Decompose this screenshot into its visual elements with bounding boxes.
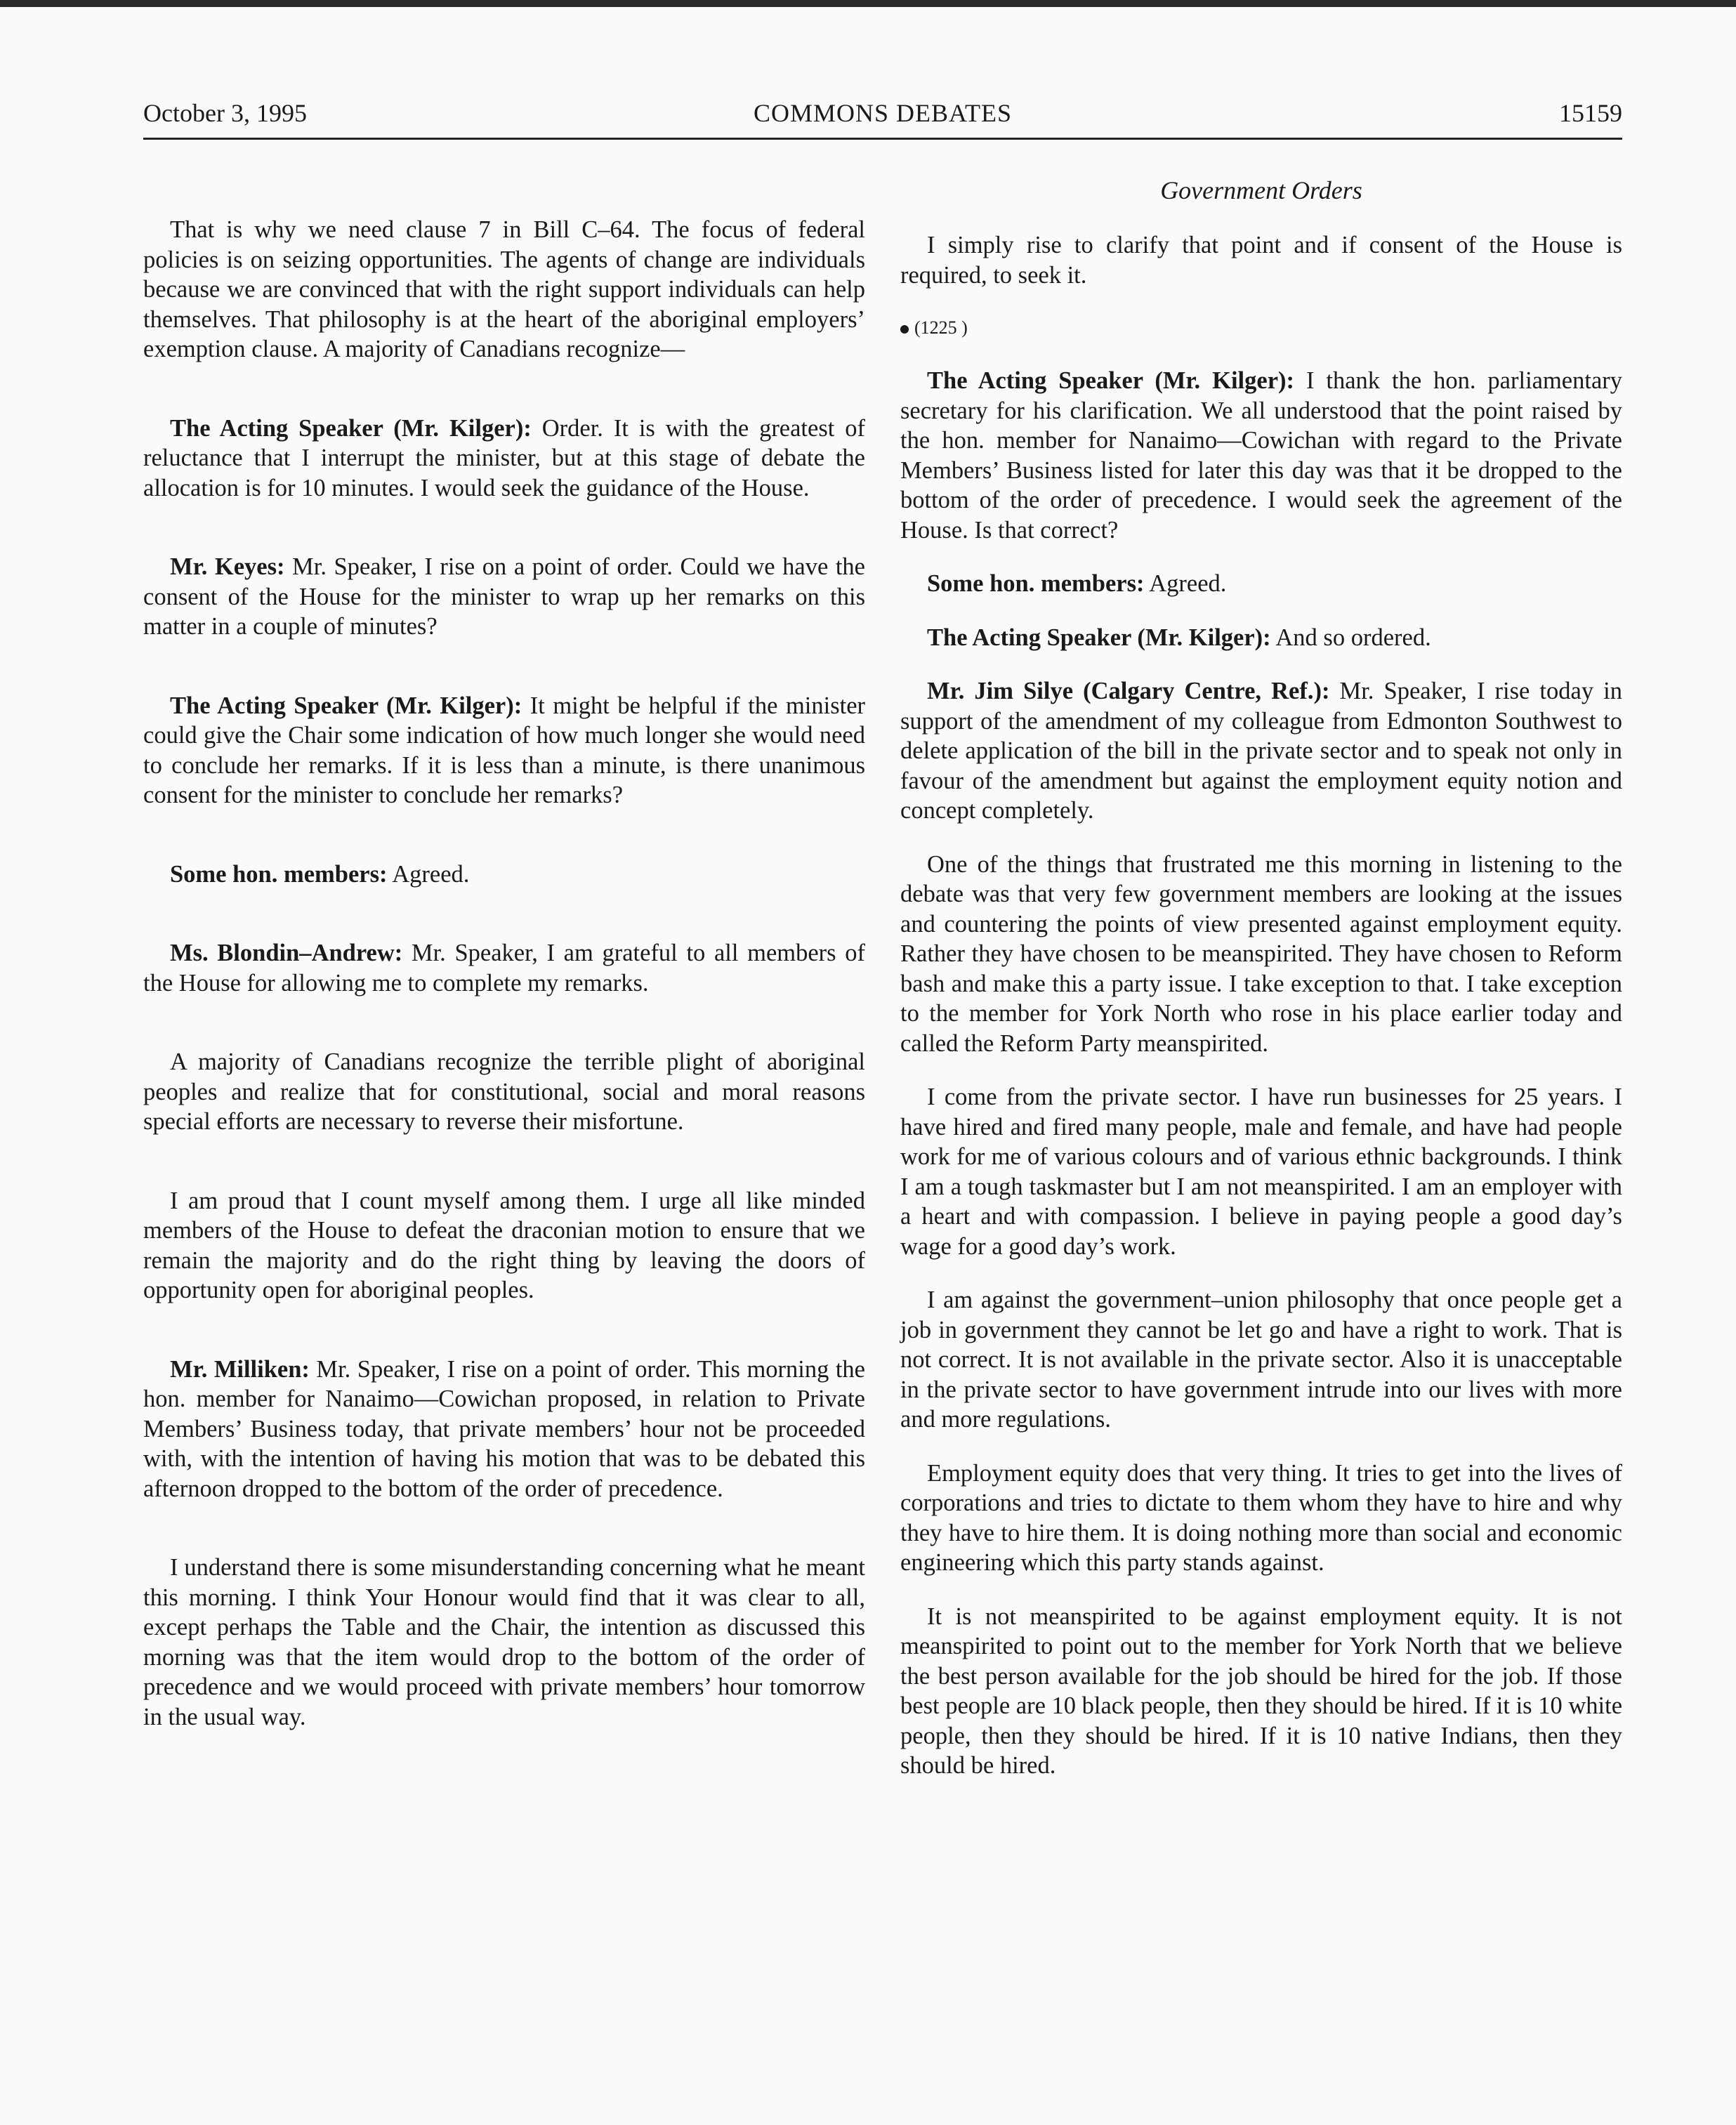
paragraph	[143, 691, 865, 810]
speaker-name: Ms. Blondin–Andrew:	[170, 940, 403, 966]
paragraph	[143, 1355, 865, 1504]
paragraph	[143, 1553, 865, 1732]
paragraph	[900, 1459, 1622, 1578]
paragraph	[900, 676, 1622, 826]
speaker-name: Some hon. members:	[170, 860, 388, 888]
paragraph-text: I am proud that I count myself among them. I urge all like minded members of the House to defeat the draconian motion to ensure that we remain the majority and do the right thing by leaving the doors of opportunity open for aboriginal peoples.	[143, 1187, 865, 1303]
paragraph	[143, 414, 865, 504]
paragraph-text: I come from the private sector. I have run businesses for 25 years. I have hired and fired many people, male and female, and have had people work for me of various colours and of various ethnic backgrounds. I think I am a tough taskmaster but I am not meanspirited. I am an employer with a heart and with compassion. I believe in paying people a good day’s wage for a good day’s work.	[900, 1084, 1622, 1260]
paragraph-text: I am against the government–union philosophy that once people get a job in government they cannot be let go and have a right to work. That is not correct. It is not available in the private sector. Also it is unacceptable in the private sector to have government intrude into our lives with more and more regulations.	[900, 1287, 1622, 1433]
paragraph-text: Mr. Speaker, I rise today in support of the amendment of my colleague from Edmonton Southwest to delete application of the bill in the private sector and to speak not only in favour of the amendment but against the employment equity notion and concept completely.	[900, 678, 1623, 824]
paragraph-text: Agreed.	[387, 860, 470, 888]
left-column	[143, 215, 865, 1781]
paragraph	[900, 1285, 1622, 1435]
paragraph-text: It might be helpful if the minister could give the Chair some indication of how much longer she would need to conclude her remarks. If it is less than a minute, is there unanimous consent for the minister to conclude her remarks?	[143, 692, 866, 808]
paragraph-text: Agreed.	[1144, 570, 1227, 597]
paragraph-text: And so ordered.	[1270, 624, 1431, 651]
page-number: 15159	[1559, 99, 1622, 127]
paragraph	[900, 850, 1622, 1059]
paragraph-text: It is not meanspirited to be against employment equity. It is not meanspirited to point out to the member for York North that we believe the best person available for the job should be hired for the job. If those best people are 10 black people, then they should be hired. If it is 10 white people, then they should be hired. If it is 10 native Indians, then they should be hired.	[900, 1603, 1623, 1779]
paragraph	[143, 860, 865, 890]
paragraph	[143, 1047, 865, 1137]
bullet-icon	[900, 325, 909, 334]
paragraph-text: One of the things that frustrated me this morning in listening to the debate was that very few government members are looking at the issues and countering the points of view presented against employment equity. Rather they have chosen to be meanspirited. They have chosen to Reform bash and make this a party issue. I take exception to that. I take exception to the member for York North who rose in his place earlier today and called the Reform Party meanspirited.	[900, 850, 1622, 1057]
speaker-name: Mr. Keyes:	[170, 553, 285, 580]
right-column	[900, 230, 1622, 1805]
time-marker-text: (1225 )	[914, 317, 968, 338]
paragraph-text: I understand there is some misunderstanding concerning what he meant this morning. I think Your Honour would find that it was clear to all, except perhaps the Table and the Chair, the intention as discussed this morning was that the item would drop to the bottom of the order of precedence and we would proceed with private members’ hour tomorrow in the usual way.	[143, 1554, 865, 1730]
paragraph-text: Mr. Speaker, I am grateful to all members of the House for allowing me to complete my remarks.	[143, 940, 865, 996]
paragraph-text: I simply rise to clarify that point and if consent of the House is required, to seek it.	[900, 232, 1622, 289]
speaker-name: The Acting Speaker (Mr. Kilger):	[927, 624, 1271, 651]
speaker-name: Mr. Milliken:	[170, 1355, 310, 1383]
section-title: Government Orders	[1160, 176, 1362, 204]
paragraph	[900, 1082, 1622, 1261]
right-column-lead	[900, 230, 1622, 290]
paragraph	[900, 569, 1622, 599]
paragraph	[900, 1602, 1622, 1781]
paragraph-text: Mr. Speaker, I rise on a point of order. This morning the hon. member for Nanaimo—Cowichan proposed, in relation to Private Members’ Business today, that private members’ hour not be proceeded with, with the intention of having his motion that was to be debated this afternoon dropped to the bottom of the order of precedence.	[143, 1355, 865, 1502]
speaker-name: Some hon. members:	[927, 570, 1145, 597]
right-column-body	[900, 366, 1622, 1781]
speaker-name: The Acting Speaker (Mr. Kilger):	[170, 414, 532, 442]
scan-top-edge	[0, 0, 1736, 7]
paragraph	[143, 552, 865, 642]
paragraph-text: I thank the hon. parliamentary secretary for his clarification. We all understood that the point raised by the hon. member for Nanaimo—Cowichan with regard to the Private Members’ Business listed for later this day was that it be dropped to the bottom of the order of precedence. I would seek the agreement of the House. Is that correct?	[900, 367, 1622, 544]
paragraph	[143, 938, 865, 998]
header-date: October 3, 1995	[143, 99, 307, 127]
paragraph	[900, 623, 1622, 653]
publication-title: COMMONS DEBATES	[753, 99, 1013, 127]
paragraph-text: A majority of Canadians recognize the terrible plight of aboriginal peoples and realize that for constitutional, social and moral reasons special efforts are necessary to reverse their misfortune.	[143, 1048, 865, 1135]
paragraph-text: That is why we need clause 7 in Bill C–64. The focus of federal policies is on seizing opportunities. The agents of change are individuals because we are convinced that with the right support individuals can help themselves. That philosophy is at the heart of the aboriginal employers’ exemption clause. A majority of Canadians recognize—	[143, 216, 865, 362]
speaker-name: Mr. Jim Silye (Calgary Centre, Ref.):	[927, 678, 1330, 704]
time-marker	[900, 314, 1622, 342]
page-header	[143, 98, 1622, 140]
paragraph	[900, 230, 1622, 290]
speaker-name: The Acting Speaker (Mr. Kilger):	[927, 367, 1294, 394]
paragraph	[143, 1186, 865, 1305]
paragraph	[143, 215, 865, 364]
paragraph	[900, 366, 1622, 545]
paragraph-text: Mr. Speaker, I rise on a point of order. Could we have the consent of the House for the minister to wrap up her remarks on this matter in a couple of minutes?	[143, 553, 865, 640]
speaker-name: The Acting Speaker (Mr. Kilger):	[170, 692, 522, 719]
paragraph-text: Employment equity does that very thing. It tries to get into the lives of corporations and tries to dictate to them whom they have to hire and why they have to hire them. It is doing nothing more than social and economic engineering which this party stands against.	[900, 1459, 1622, 1576]
header-rule	[143, 138, 1622, 140]
paragraph-text: Order. It is with the greatest of reluctance that I interrupt the minister, but at this stage of debate the allocation is for 10 minutes. I would seek the guidance of the House.	[143, 414, 865, 501]
